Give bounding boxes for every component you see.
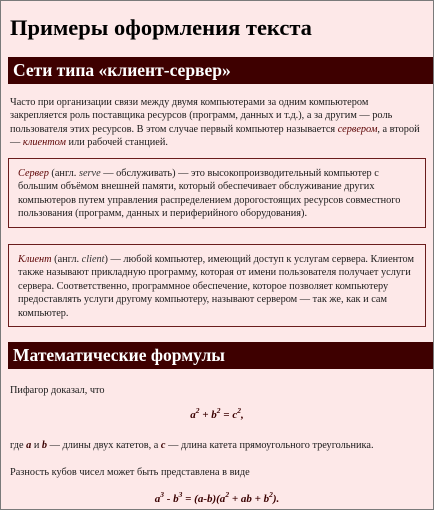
formula-explanation [10, 439, 423, 452]
f2-exp2: 3 [178, 490, 183, 499]
page-title: Примеры оформления текста [10, 15, 312, 40]
server-latin: serve [78, 168, 101, 179]
f1-exp3: 2 [237, 406, 241, 415]
intro-text-a: Часто при организации связи между двумя компьютерами за одним компьютером закрепляется роль поставщика ресурсов (программ, данных и т.д.), а за другим — роль пользователя этих ресурсов. В этом случае первый компьютер называется [10, 97, 393, 135]
intro-term-server: сервером [337, 123, 378, 135]
f2-exp1: 3 [160, 490, 164, 499]
client-definition-text [18, 253, 416, 320]
f1-eq: = [220, 409, 233, 421]
f1-b: b [211, 409, 217, 421]
f2-exp4: 2 [269, 490, 273, 499]
client-server-intro-paragraph [10, 96, 423, 150]
intro-text-b: , а второй — [10, 123, 420, 149]
cubes-formula [1, 490, 433, 505]
client-pre: (англ. [51, 254, 82, 265]
f2-mid: = (a-b)(a [182, 493, 226, 505]
intro-text-c: или рабочей станцией. [65, 137, 168, 149]
f2-minus: - b [163, 493, 179, 505]
f1-c: c [232, 409, 238, 421]
var-a: a [26, 440, 32, 451]
where-4: — длина катета прямоугольного треугольника. [165, 440, 374, 451]
client-body: ) — любой компьютер, имеющий доступ к услугам сервера. Клиентом также называют прикладную программу, которая от имени пользователя получает услуги сервера. Соответственно, программное обеспечение, которое позволяет компьютеру предоставлять услуги другому компьютеру, называют сервером — так же, как и сам компьютер. [18, 254, 414, 319]
section-heading-math: Математические формулы [8, 342, 433, 369]
server-definition-box [8, 158, 426, 228]
f1-exp1: 2 [195, 406, 200, 415]
var-b: b [41, 440, 48, 451]
f2-mid2: + ab + b [229, 493, 270, 505]
client-definition-box [8, 244, 426, 327]
server-definition-text [18, 167, 416, 221]
server-pre: (англ. [48, 168, 79, 179]
pythagoras-intro: Пифагор доказал, что [10, 385, 105, 396]
f1-exp2: 2 [216, 406, 221, 415]
var-c: c [160, 440, 166, 451]
client-term: Клиент [18, 254, 52, 265]
server-term: Сервер [18, 168, 49, 179]
f2-a: a [154, 493, 161, 505]
f1-a: a [190, 409, 196, 421]
pythagoras-formula [1, 406, 433, 421]
where-3: — длины двух катетов, а [47, 440, 161, 451]
f2-end: ). [272, 493, 280, 505]
cubes-intro: Разность кубов чисел может быть представлена в виде [10, 467, 250, 478]
intro-term-client: клиентом [22, 137, 66, 149]
f1-plus: + [199, 409, 212, 421]
f1-end: , [240, 409, 244, 421]
where-2: и [31, 440, 42, 451]
f2-exp3: 2 [225, 490, 230, 499]
section-heading-client-server: Сети типа «клиент-сервер» [8, 57, 433, 84]
server-body: — обслуживать) — это высокопроизводительный компьютер с большим объёмом внешней памяти, который обеспечивает обслуживание других компьютеров путем управления распределением дорогостоящих ресурсов совместного пользования (программ, данных и периферийного оборудования). [18, 168, 401, 220]
where-1: где [10, 440, 27, 451]
client-latin: client [81, 254, 105, 265]
